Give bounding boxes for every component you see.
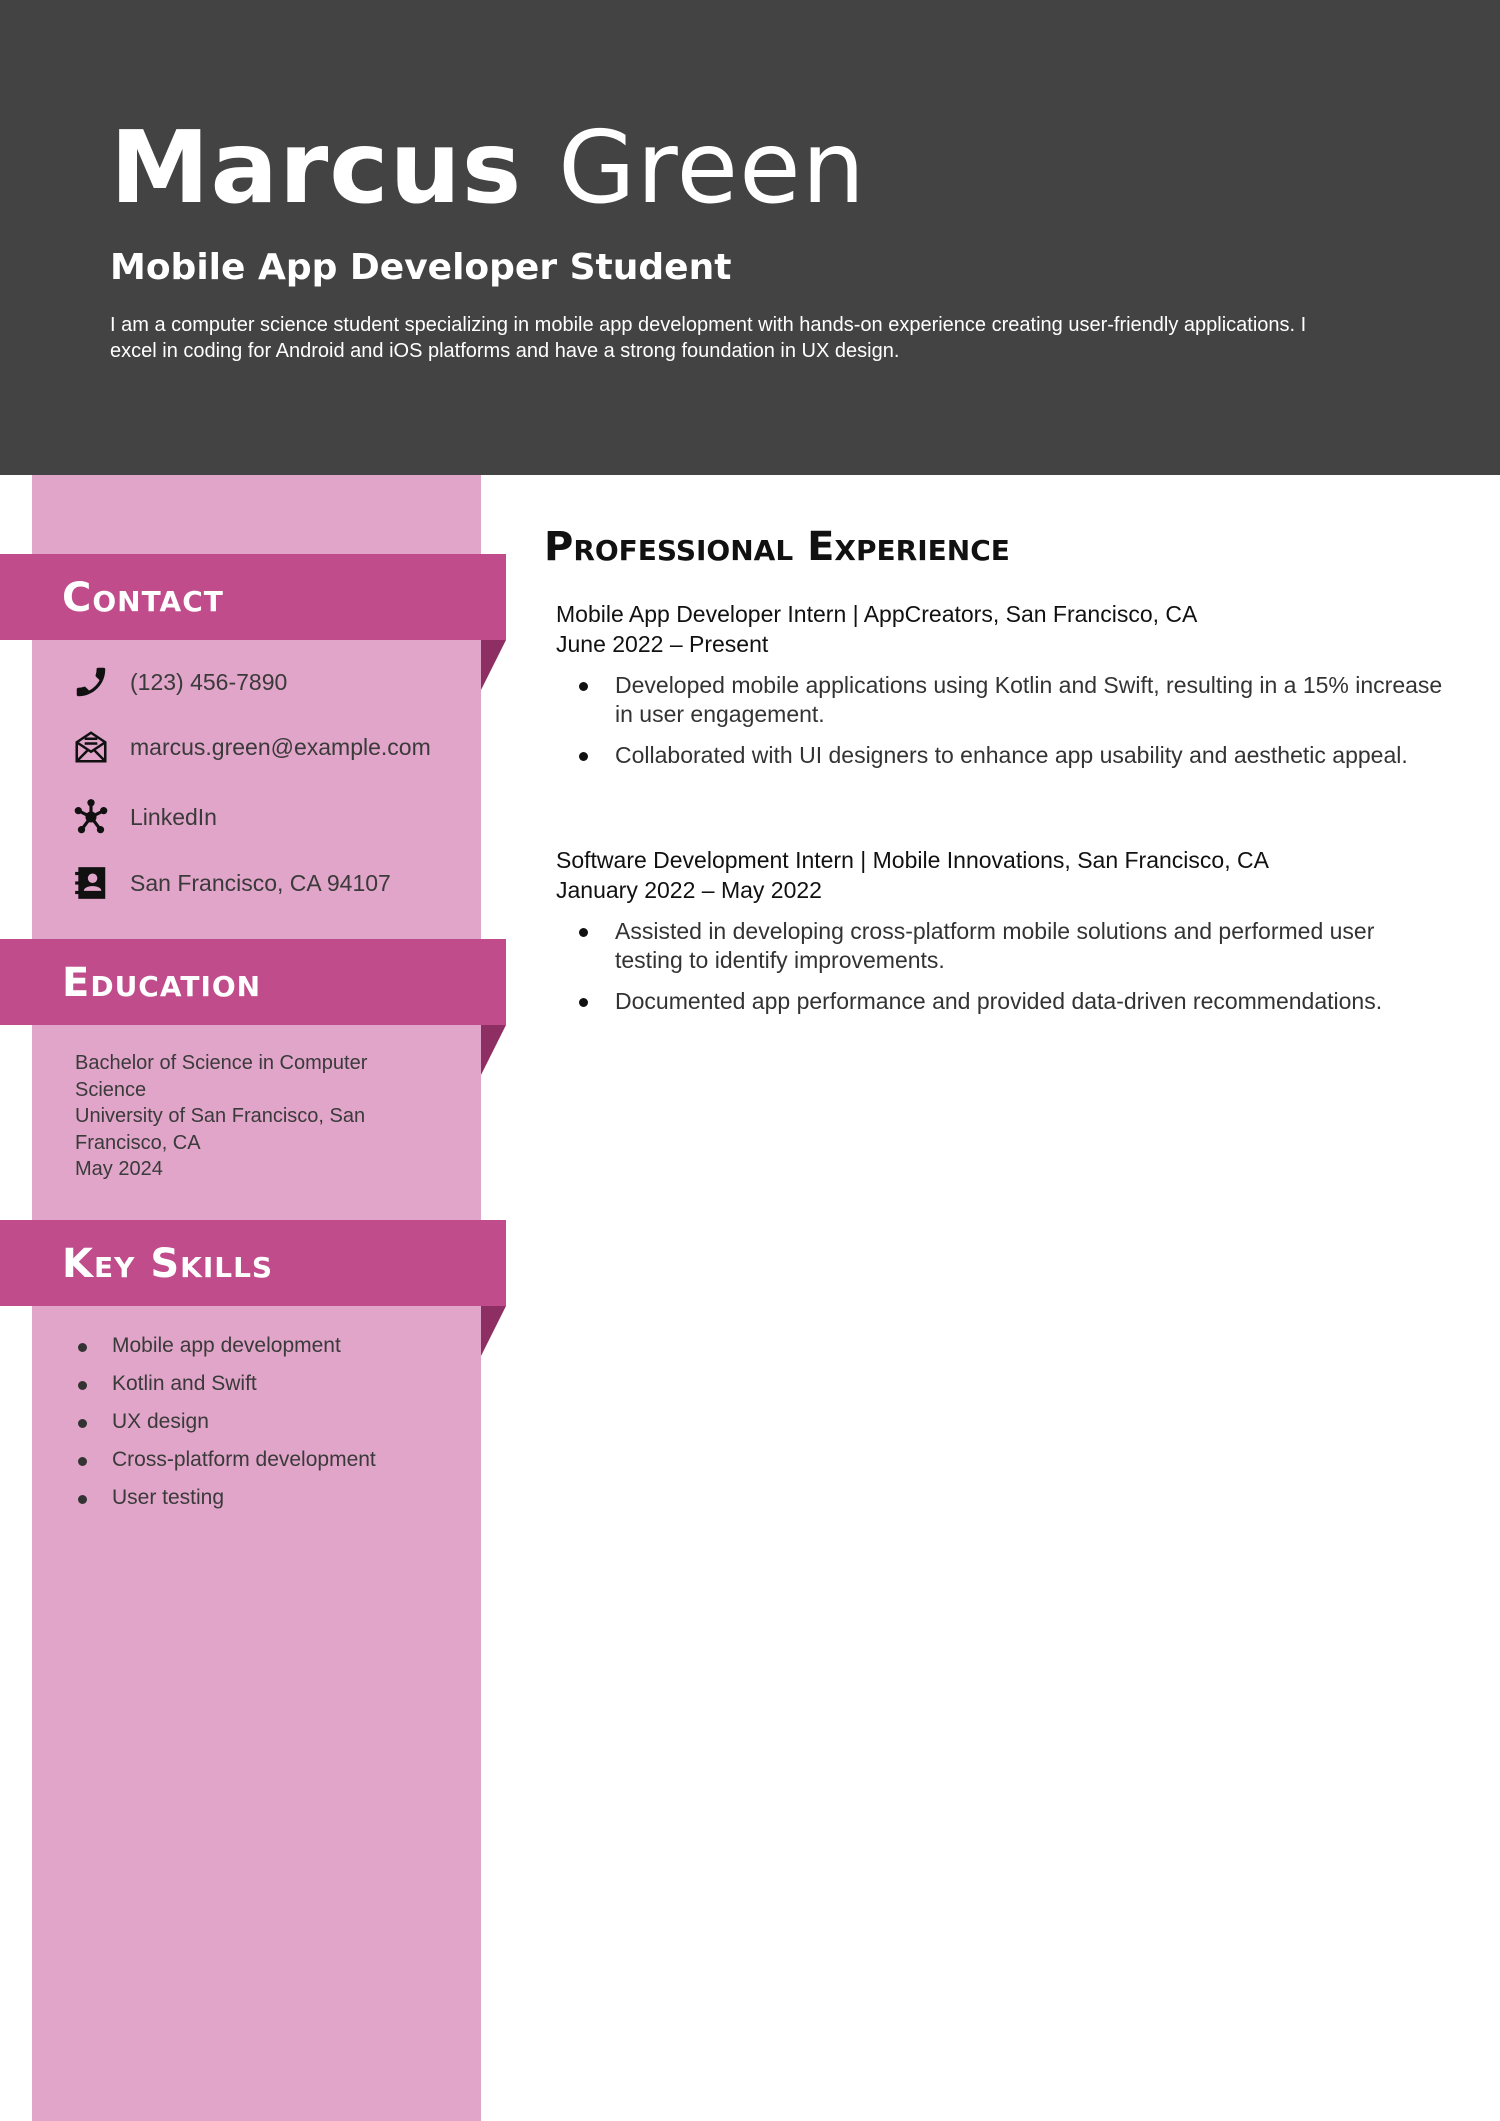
skill-item: Kotlin and Swift: [75, 1365, 455, 1403]
skills-list: [75, 1327, 455, 1517]
contact-linkedin: [72, 797, 217, 837]
skill-item: Mobile app development: [75, 1327, 455, 1365]
header: [0, 0, 1500, 475]
first-name: Marcus: [110, 109, 523, 226]
address-book-icon: [72, 864, 110, 902]
job-entry: [556, 599, 1456, 782]
profile-summary: I am a computer science student specializing in mobile app development with hands-on experience creating user-friendly applications. I excel in coding for Android and iOS platforms and have a strong foundation in UX design.: [110, 314, 1307, 362]
degree: Bachelor of Science in Computer Science: [75, 1052, 368, 1101]
job-bullet: Collaborated with UI designers to enhance app usability and aesthetic appeal.: [556, 741, 1445, 770]
education-section-header: [0, 939, 506, 1025]
linkedin-link[interactable]: LinkedIn: [130, 803, 217, 830]
contact-band-fold: [481, 640, 506, 690]
job-title-line: Software Development Intern | Mobile Innovations, San Francisco, CA: [556, 847, 1269, 873]
phone-number: (123) 456-7890: [130, 668, 288, 695]
skills-section-header: [0, 1220, 506, 1306]
contact-section-header: [0, 554, 506, 640]
network-icon: [72, 798, 110, 836]
education-heading: Education: [62, 960, 262, 1006]
phone-icon: [72, 663, 110, 701]
education-details: [75, 1050, 415, 1183]
job-bullet: Developed mobile applications using Kotlin and Swift, resulting in a 15% increase in user engagement.: [556, 671, 1445, 729]
skills-heading: Key Skills: [62, 1241, 274, 1287]
skills-band-fold: [481, 1306, 506, 1356]
contact-email: [72, 727, 431, 767]
skill-item: User testing: [75, 1479, 455, 1517]
job-bullets: [556, 917, 1456, 1016]
contact-address: [72, 863, 391, 903]
skill-item: UX design: [75, 1403, 455, 1441]
email-icon: [72, 728, 110, 766]
job-dates: June 2022 – Present: [556, 631, 769, 657]
job-entry: [556, 845, 1456, 1028]
address: San Francisco, CA 94107: [130, 869, 391, 896]
experience-heading: Professional Experience: [544, 524, 1010, 570]
job-bullets: [556, 671, 1456, 770]
contact-heading: Contact: [62, 575, 224, 621]
education-band-fold: [481, 1025, 506, 1075]
graduation-date: May 2024: [75, 1158, 163, 1180]
school: University of San Francisco, San Francisco, CA: [75, 1105, 366, 1154]
skill-item: Cross-platform development: [75, 1441, 455, 1479]
job-bullet: Documented app performance and provided data-driven recommendations.: [556, 987, 1445, 1016]
email-address[interactable]: marcus.green@example.com: [130, 733, 431, 760]
job-title-line: Mobile App Developer Intern | AppCreators, San Francisco, CA: [556, 601, 1198, 627]
job-bullet: Assisted in developing cross-platform mobile solutions and performed user testing to identify improvements.: [556, 917, 1445, 975]
last-name: Green: [558, 109, 866, 226]
job-dates: January 2022 – May 2022: [556, 877, 822, 903]
job-role: Mobile App Developer Student: [110, 247, 732, 288]
candidate-name: [110, 108, 866, 228]
contact-phone: [72, 662, 287, 702]
